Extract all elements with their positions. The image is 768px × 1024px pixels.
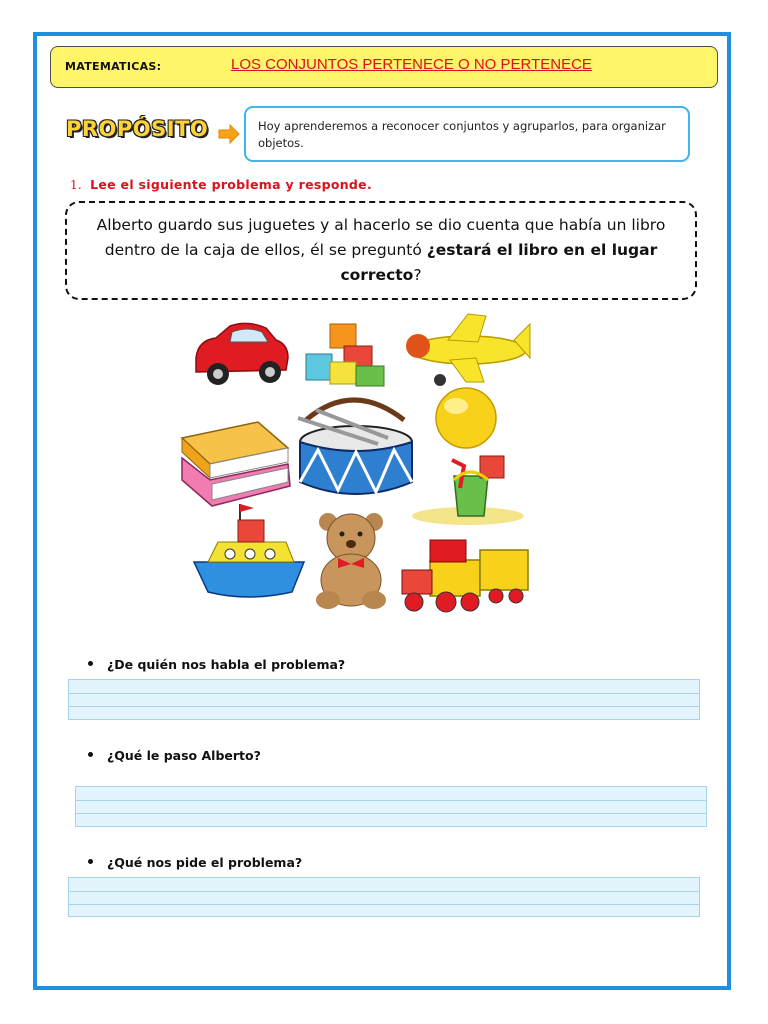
page-title: LOS CONJUNTOS PERTENECE O NO PERTENECE bbox=[231, 56, 592, 73]
question-2-text: ¿Qué le paso Alberto? bbox=[107, 748, 261, 763]
question-3 bbox=[88, 855, 302, 870]
car-icon bbox=[196, 323, 288, 385]
problem-text: Alberto guardo sus juguetes y al hacerlo se dio cuenta que había un libro dentro de la caja de ellos, él se preguntó bbox=[96, 216, 666, 259]
arrow-right-icon bbox=[217, 122, 241, 146]
toys-illustration bbox=[168, 310, 538, 620]
answer-lines-3[interactable] bbox=[68, 877, 700, 917]
answer-lines-2[interactable] bbox=[75, 786, 707, 827]
header-banner bbox=[50, 46, 718, 88]
bucket-icon bbox=[412, 456, 524, 525]
bullet-icon bbox=[88, 661, 93, 666]
drum-icon bbox=[298, 400, 412, 494]
answer-lines-1[interactable] bbox=[68, 679, 700, 720]
instruction bbox=[70, 177, 372, 192]
boat-icon bbox=[194, 504, 304, 597]
teddy-bear-icon bbox=[316, 513, 386, 609]
blocks-icon bbox=[306, 324, 384, 386]
instruction-number: 1. bbox=[70, 178, 83, 192]
airplane-icon bbox=[406, 314, 530, 386]
instruction-text: Lee el siguiente problema y responde. bbox=[90, 177, 372, 192]
purpose-text: Hoy aprenderemos a reconocer conjuntos y agruparlos, para organizar objetos. bbox=[244, 106, 690, 162]
question-3-text: ¿Qué nos pide el problema? bbox=[107, 855, 303, 870]
purpose-label: PROPÓSITO bbox=[66, 117, 209, 141]
problem-question: ¿estará el libro en el lugar correcto bbox=[340, 241, 658, 284]
subject-label: MATEMATICAS: bbox=[65, 60, 162, 73]
train-icon bbox=[402, 540, 528, 612]
ball-icon bbox=[436, 388, 496, 448]
problem-question-mark: ? bbox=[413, 266, 422, 284]
bullet-icon bbox=[88, 859, 93, 864]
books-icon bbox=[182, 422, 290, 506]
problem-box bbox=[65, 201, 697, 300]
question-1-text: ¿De quién nos habla el problema? bbox=[107, 657, 346, 672]
question-1 bbox=[88, 657, 345, 672]
bullet-icon bbox=[88, 752, 93, 757]
question-2 bbox=[88, 748, 261, 763]
